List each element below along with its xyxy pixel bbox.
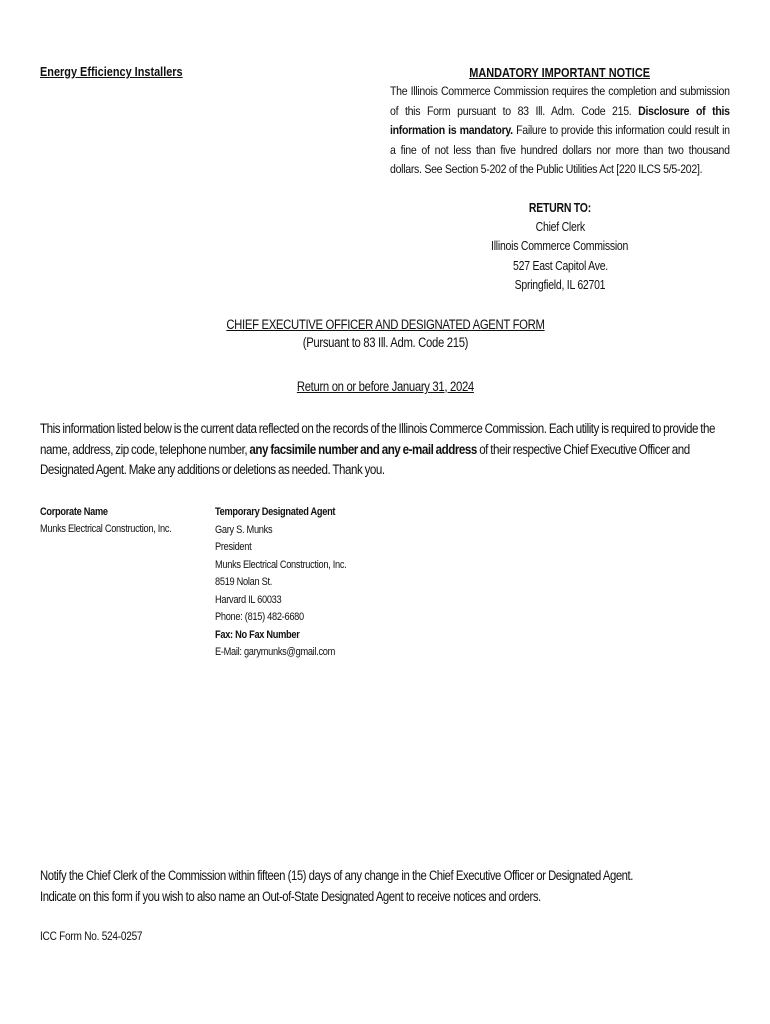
intro-text-bold: any facsimile number and any e-mail address	[249, 441, 477, 457]
agent-fax	[215, 627, 371, 645]
agent-street	[215, 574, 371, 592]
intro-text-2: of their respective Chief Executive Officer and Designated Agent. Make any additions or deletions as needed. Thank you.	[40, 441, 690, 477]
agent-title-text: President	[215, 541, 252, 553]
agent-street-text: 8519 Nolan St.	[215, 576, 273, 588]
notice-text-bold: Disclosure of this information is mandatory.	[390, 103, 730, 138]
return-line-3	[390, 257, 730, 276]
notice-text-1: The Illinois Commerce Commission requires the completion and submission of this Form pursuant to 83 Ill. Adm. Code 215.	[390, 84, 730, 118]
return-line-2-text: Illinois Commerce Commission	[491, 239, 629, 254]
notice-body	[390, 82, 730, 179]
intro-text-1: This information listed below is the current data reflected on the records of the Illinois Commerce Commission. Each utility is required to provide the name, address, zip code, telephone number,	[40, 421, 715, 457]
return-deadline-text: Return on or before January 31, 2024	[296, 379, 474, 394]
intro-paragraph	[40, 419, 730, 481]
corporate-name-value	[40, 521, 196, 538]
return-deadline	[0, 379, 770, 394]
agent-email	[215, 644, 371, 662]
return-line-4-text: Springfield, IL 62701	[514, 277, 606, 292]
return-line-4	[390, 276, 730, 295]
form-number-text: ICC Form No. 524-0257	[40, 929, 143, 943]
agent-label-text: Temporary Designated Agent	[215, 506, 336, 518]
category-text: Energy Efficiency Installers	[40, 64, 183, 79]
designated-agent-column	[215, 504, 371, 662]
mandatory-notice	[390, 63, 730, 179]
agent-email-text: E-Mail: garymunks@gmail.com	[215, 646, 336, 658]
agent-phone	[215, 609, 371, 627]
category-label	[40, 64, 210, 79]
agent-name-text: Gary S. Munks	[215, 523, 273, 536]
agent-company-text: Munks Electrical Construction, Inc.	[215, 558, 347, 571]
agent-phone-text: Phone: (815) 482-6680	[215, 611, 304, 623]
footer-notes	[40, 866, 730, 907]
agent-title	[215, 539, 371, 557]
corporate-name-value-text: Munks Electrical Construction, Inc.	[40, 522, 172, 535]
return-line-2	[390, 237, 730, 256]
agent-city-state-zip-text: Harvard IL 60033	[215, 593, 282, 606]
return-to-block	[390, 199, 730, 295]
footer-note-2	[40, 887, 730, 908]
form-subtitle-text: (Pursuant to 83 Ill. Adm. Code 215)	[302, 335, 468, 350]
form-subtitle	[0, 335, 770, 350]
corporate-name-label-text: Corporate Name	[40, 506, 108, 518]
corporate-name-column	[40, 504, 196, 537]
form-title-text: CHIEF EXECUTIVE OFFICER AND DESIGNATED AGENT FORM	[225, 317, 545, 332]
notice-heading	[390, 63, 730, 82]
notice-text-2: Failure to provide this information could result in a fine of not less than five hundred dollars nor more than two thousand dollars. See Section 5-202 of the Public Utilities Act [220 ILCS 5/5-202].	[390, 123, 730, 177]
agent-company	[215, 557, 371, 575]
return-line-1	[390, 218, 730, 237]
corporate-name-label	[40, 504, 196, 521]
return-line-3-text: 527 East Capitol Ave.	[512, 258, 608, 273]
footer-note-1	[40, 866, 730, 887]
return-to-heading	[390, 199, 730, 218]
notice-heading-text: MANDATORY IMPORTANT NOTICE	[469, 65, 651, 80]
agent-label	[215, 504, 371, 522]
agent-city-state-zip	[215, 592, 371, 610]
form-number	[40, 929, 162, 943]
agent-name	[215, 522, 371, 540]
agent-fax-text: Fax: No Fax Number	[215, 628, 300, 641]
return-to-heading-text: RETURN TO:	[528, 201, 592, 215]
footer-note-2-text: Indicate on this form if you wish to also name an Out-of-State Designated Agent to receive notices and orders.	[40, 888, 541, 904]
footer-note-1-text: Notify the Chief Clerk of the Commission within fifteen (15) days of any change in the Chief Executive Officer or Designated Agent.	[40, 868, 633, 883]
form-title	[0, 315, 770, 335]
return-line-1-text: Chief Clerk	[535, 220, 585, 235]
